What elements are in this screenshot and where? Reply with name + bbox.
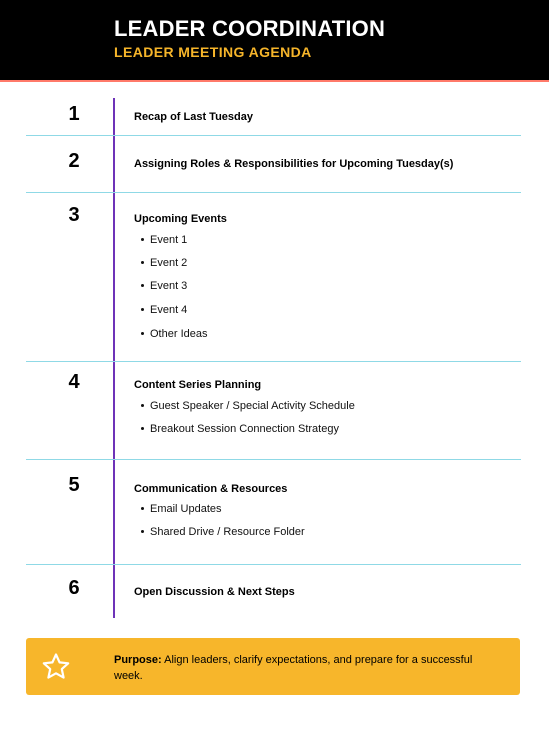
page-title: LEADER COORDINATION xyxy=(114,16,386,41)
list-item-label: Guest Speaker / Special Activity Schedule xyxy=(150,400,355,412)
agenda-topic: Open Discussion & Next Steps xyxy=(134,586,295,598)
row-divider xyxy=(26,564,521,565)
list-item xyxy=(141,503,222,515)
agenda-number: 3 xyxy=(68,204,80,226)
agenda-number: 6 xyxy=(68,577,80,599)
star-icon xyxy=(40,651,72,683)
timeline-line xyxy=(113,98,115,618)
list-item xyxy=(141,257,187,269)
row-divider xyxy=(26,135,521,136)
list-item xyxy=(141,400,355,412)
row-divider xyxy=(26,459,521,460)
agenda-topic: Content Series Planning xyxy=(134,379,262,391)
bullet-icon xyxy=(141,261,144,264)
list-item-label: Event 3 xyxy=(150,280,188,292)
list-item-label: Breakout Session Connection Strategy xyxy=(150,423,339,435)
bullet-icon xyxy=(141,404,144,407)
list-item-label: Shared Drive / Resource Folder xyxy=(150,526,305,538)
agenda-topic: Communication & Resources xyxy=(134,483,288,495)
list-item-label: Event 4 xyxy=(150,304,188,316)
purpose-text xyxy=(114,652,504,684)
bullet-icon xyxy=(141,284,144,287)
list-item-label: Event 2 xyxy=(150,257,188,269)
bullet-icon xyxy=(141,332,144,335)
agenda-topic: Assigning Roles & Responsibilities for Upcoming Tuesday(s) xyxy=(134,158,454,170)
agenda-number: 1 xyxy=(68,103,80,125)
agenda-number: 5 xyxy=(68,474,80,496)
list-item xyxy=(141,234,187,246)
bullet-icon xyxy=(141,530,144,533)
list-item-label: Event 1 xyxy=(150,234,188,246)
list-item-label: Other Ideas xyxy=(150,328,208,340)
page-subtitle: LEADER MEETING AGENDA xyxy=(114,44,312,60)
bullet-icon xyxy=(141,507,144,510)
agenda-topic: Upcoming Events xyxy=(134,213,227,225)
agenda-number: 2 xyxy=(68,150,80,172)
list-item-label: Email Updates xyxy=(150,503,222,515)
purpose-callout xyxy=(26,638,520,695)
list-item xyxy=(141,328,207,340)
list-item xyxy=(141,280,187,292)
purpose-description: Align leaders, clarify expectations, and prepare for a successful week. xyxy=(114,654,473,682)
list-item xyxy=(141,423,339,435)
list-item xyxy=(141,304,187,316)
agenda-number: 4 xyxy=(68,371,80,393)
list-item xyxy=(141,526,305,538)
purpose-label: Purpose: xyxy=(114,654,162,666)
row-divider xyxy=(26,192,521,193)
bullet-icon xyxy=(141,308,144,311)
agenda-topic: Recap of Last Tuesday xyxy=(134,111,253,123)
row-divider xyxy=(26,361,521,362)
bullet-icon xyxy=(141,427,144,430)
bullet-icon xyxy=(141,238,144,241)
